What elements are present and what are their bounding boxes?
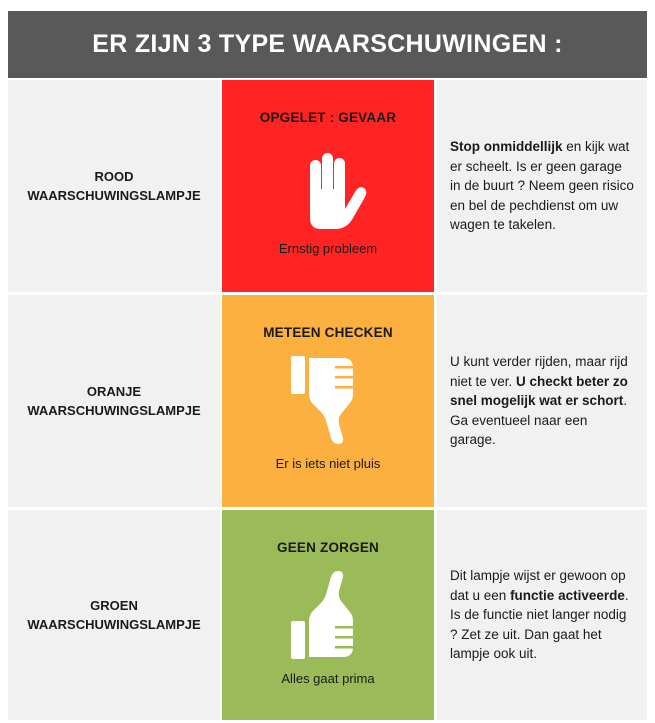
row-red-desc-text: en kijk wat er scheelt. Is er geen garage in de buurt ? Neem geen risico en bel de pechdienst om uw wagen te takelen. [450, 139, 634, 233]
row-green-name-line2: WAARSCHUWINGSLAMPJE [27, 617, 201, 632]
row-red-name-line2: WAARSCHUWINGSLAMPJE [27, 188, 201, 203]
row-orange-name-line1: ORANJE [86, 384, 142, 399]
row-orange-name-line2: WAARSCHUWINGSLAMPJE [27, 403, 201, 418]
thumbs-down-icon [283, 354, 373, 446]
row-green-description [437, 510, 647, 720]
thumbs-up-icon [283, 569, 373, 661]
row-red-signal-title: OPGELET : GEVAAR [259, 110, 397, 125]
row-red-name-cell [8, 80, 220, 292]
row-orange-signal-cell [222, 295, 434, 507]
row-orange-description [437, 295, 647, 507]
row-green-signal-cell [222, 510, 434, 720]
row-orange-signal-title: METEEN CHECKEN [263, 325, 393, 340]
row-green-desc-bold: functie activeerde [510, 587, 625, 603]
row-green-name-line1: GROEN [90, 598, 138, 613]
row-green-signal-subtitle: Alles gaat prima [281, 671, 375, 686]
row-green-desc-text1: Dit lampje wijst er gewoon op dat u een [450, 568, 626, 603]
row-red-desc-bold: Stop onmiddellijk [450, 139, 563, 155]
row-red-signal-cell [222, 80, 434, 292]
row-orange-name-cell [8, 295, 220, 507]
row-orange-desc-bold: U checkt beter zo snel mogelijk wat er schort [450, 373, 628, 409]
row-red-signal-subtitle: Ernstig probleem [278, 241, 378, 256]
row-orange-signal-subtitle: Er is iets niet pluis [275, 456, 381, 471]
page-title [8, 11, 647, 78]
row-orange-desc-text2: . Ga eventueel naar een garage. [450, 393, 628, 448]
row-red-name-line1: ROOD [94, 169, 134, 184]
row-green-desc-text2: . Is de functie niet langer nodig ? Zet ze uit. Dan gaat het lampje ook uit. [450, 587, 629, 662]
row-green-name-cell [8, 510, 220, 720]
row-green-signal-title: GEEN ZORGEN [277, 540, 379, 555]
row-orange-desc-text1: U kunt verder rijden, maar rijd niet te ver. [450, 354, 628, 389]
row-red-description [437, 80, 647, 292]
stop-hand-icon [283, 139, 373, 231]
page-title-text: ER ZIJN 3 TYPE WAARSCHUWINGEN : [92, 30, 563, 58]
